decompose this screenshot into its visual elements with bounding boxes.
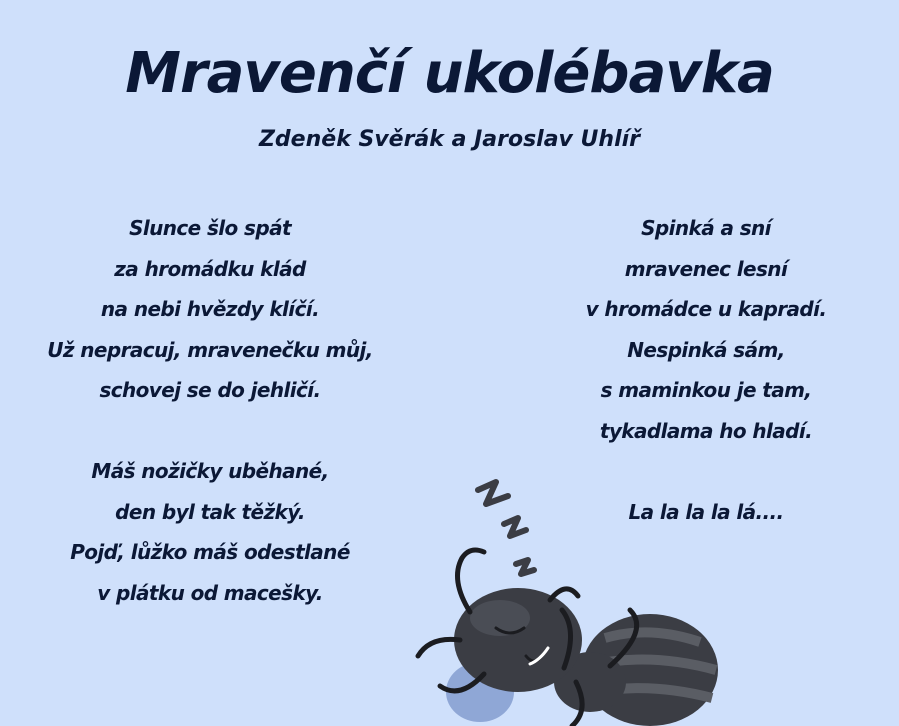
verse-line: den byl tak těžký. — [115, 499, 305, 524]
page-title: Mravenčí ukolébavka — [125, 41, 774, 106]
verse-line: Máš nožičky uběhané, — [91, 459, 329, 483]
verse-line: tykadlama ho hladí. — [599, 418, 813, 443]
sleeping-ant-icon — [400, 460, 740, 726]
verse-line: v plátku od macešky. — [97, 580, 323, 605]
verse-line: s maminkou je tam, — [600, 378, 812, 402]
verse-line: Slunce šlo spát — [129, 216, 291, 240]
verse-column-left — [0, 208, 420, 613]
verse-line: Nespinká sám, — [627, 337, 785, 362]
verse-line: La la la la lá.... — [628, 499, 784, 524]
verse-line: v hromádce u kapradí. — [585, 297, 827, 321]
authors-subtitle: Zdeněk Svěrák a Jaroslav Uhlíř — [258, 127, 641, 152]
stanza-gap — [0, 411, 420, 452]
verse-line: za hromádku klád — [114, 256, 306, 281]
verse-line: mravenec lesní — [624, 256, 788, 281]
verse-line: Spinká a sní — [641, 216, 771, 240]
verse-line: na nebi hvězdy klíčí. — [100, 297, 320, 321]
verse-line: Pojď, lůžko máš odestlané — [70, 540, 350, 564]
zzz-icon — [478, 482, 534, 574]
verse-line: schovej se do jehličí. — [99, 378, 321, 402]
verse-line: Už nepracuj, mravenečku můj, — [47, 337, 373, 362]
